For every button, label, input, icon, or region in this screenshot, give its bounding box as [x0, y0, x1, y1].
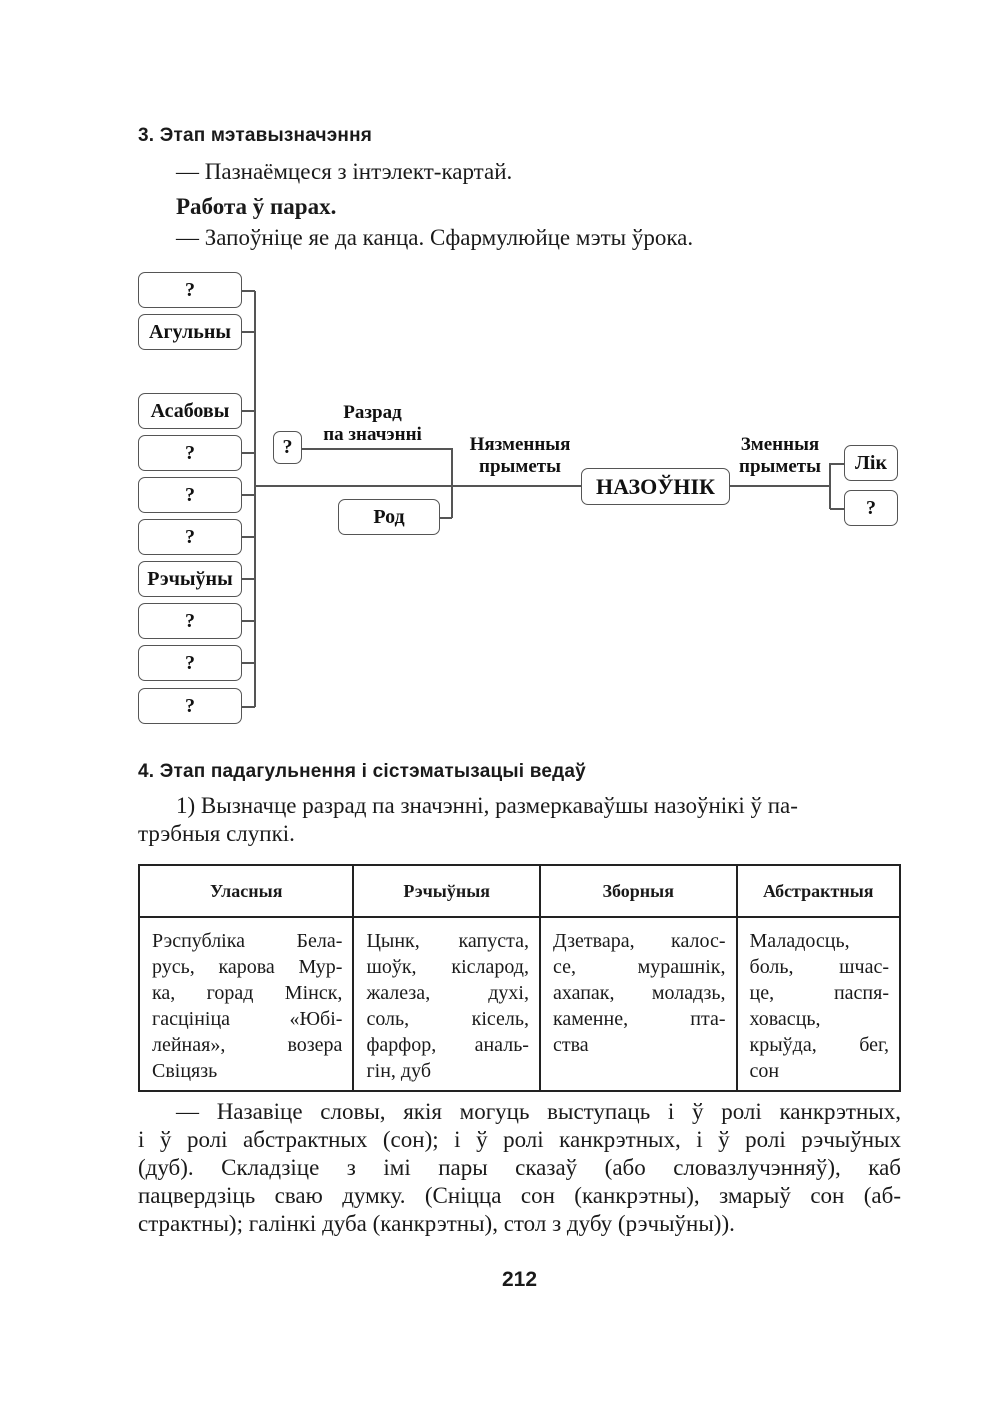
paragraph-line: пацвердзіць сваю думку. (Сніцца сон (канкрэтны), змарыў сон (аб-: [138, 1183, 901, 1208]
connector-line: [242, 410, 255, 412]
connector-line: [254, 291, 256, 707]
table-cell-line: ка, горад Мінск,: [152, 982, 343, 1004]
connector-line: [242, 494, 255, 496]
connector-line: [730, 485, 830, 487]
connector-line: [440, 517, 452, 519]
paragraph-line: страктны); галінкі дуба (канкрэтны), стол з дубу (рэчыўны)).: [138, 1211, 735, 1236]
category-label-line: па значэнні: [323, 424, 422, 445]
table-cell-line: каменне, пта-: [552, 1008, 726, 1030]
table-cell-line: Рэспубліка Бела-: [152, 930, 343, 952]
table-cell: [139, 917, 353, 1091]
table-cell-line: фарфор, аналь-: [366, 1034, 529, 1056]
connector-line: [242, 452, 255, 454]
connector-line: [242, 536, 255, 538]
table-cell-line: крыўда, бег,: [749, 1034, 889, 1056]
section-3-heading: 3. Этап мэтавызначэння: [138, 125, 373, 146]
connector-line: [242, 620, 255, 622]
meaning-node[interactable]: ?: [138, 645, 242, 681]
table-cell: [540, 917, 737, 1091]
category-node[interactable]: ?: [273, 431, 302, 464]
connector-line: [451, 448, 453, 518]
connector-line: [830, 508, 844, 510]
table-cell-line: жалеза, духі,: [366, 982, 529, 1004]
table-cell-line: се, мурашнік,: [552, 956, 726, 978]
fixed-features-label-line: прыметы: [479, 456, 561, 477]
task-line: — Запоўніце яе да канца. Сфармулюйце мэты ўрока.: [176, 225, 694, 250]
meaning-node[interactable]: ?: [138, 477, 242, 513]
table-cell-line: ахапак, моладзь,: [552, 982, 726, 1004]
variable-features-label-line: прыметы: [739, 456, 821, 477]
fixed-features-label-line: Нязменныя: [469, 434, 571, 455]
variable-feature-node[interactable]: ?: [844, 490, 898, 526]
column-header: Зборныя: [540, 865, 737, 917]
table-cell-line: ховасць,: [749, 1008, 821, 1030]
table-cell-line: гасцініца «Юбі-: [152, 1008, 343, 1030]
column-header: Рэчыўныя: [353, 865, 540, 917]
table-cell: [737, 917, 900, 1091]
center-node[interactable]: НАЗОЎНІК: [581, 468, 730, 505]
paragraph-line: — Назавіце словы, якія могуць выступаць і ў ролі канкрэтных,: [176, 1099, 901, 1124]
table-cell-line: ства: [552, 1034, 589, 1056]
table-cell-line: Свіцязь: [152, 1060, 218, 1082]
table-cell-line: шоўк, кісларод,: [366, 956, 529, 978]
table-cell-line: соль, кісель,: [366, 1008, 529, 1030]
table-row: [139, 917, 900, 1091]
pair-work-title: Работа ў парах.: [176, 194, 337, 219]
table-cell-line: це, паспя-: [749, 982, 889, 1004]
variable-features-label: [725, 434, 835, 478]
table-cell-line: сон: [749, 1060, 780, 1082]
paragraph-line: і ў ролі абстрактных (сон); і ў ролі канкрэтных, і ў ролі рэчыўных: [138, 1127, 901, 1152]
meaning-node[interactable]: ?: [138, 603, 242, 639]
category-label-line: Разрад: [343, 402, 402, 423]
paragraph-line: (дуб). Складзіце з імі пары сказаў (або словазлучэнняў), каб: [138, 1155, 901, 1180]
task-instruction-line2: трэбныя слупкі.: [138, 821, 295, 846]
connector-line: [302, 448, 452, 450]
meaning-node[interactable]: ?: [138, 272, 242, 308]
meaning-node-common[interactable]: Агульны: [138, 314, 242, 350]
column-header: Уласныя: [139, 865, 353, 917]
gender-node[interactable]: Род: [338, 499, 440, 535]
column-header: Абстрактныя: [737, 865, 900, 917]
section-4-heading: 4. Этап падагульнення і сістэматызацыі ведаў: [138, 761, 586, 782]
table-cell-line: Маладосць,: [749, 930, 850, 952]
connector-line: [242, 662, 255, 664]
connector-line: [242, 706, 255, 708]
table-cell-line: лейная», возера: [152, 1034, 343, 1056]
connector-line: [242, 290, 255, 292]
table-cell-line: Цынк, капуста,: [366, 930, 529, 952]
table-cell-line: русь, карова Мур-: [152, 956, 343, 978]
meaning-node-material[interactable]: Рэчыўны: [138, 561, 242, 597]
number-node[interactable]: Лік: [844, 445, 898, 481]
connector-line: [242, 331, 255, 333]
meaning-node[interactable]: ?: [138, 688, 242, 724]
table-cell: [353, 917, 540, 1091]
meaning-node-personal[interactable]: Асабовы: [138, 393, 242, 429]
variable-features-label-line: Зменныя: [740, 434, 820, 455]
fixed-features-label: [455, 434, 585, 478]
table-cell-line: боль, шчас-: [749, 956, 889, 978]
category-label: [305, 402, 440, 446]
task-instruction-line1: 1) Вызначце разрад па значэнні, размеркаваўшы назоўнікі ў па-: [176, 793, 798, 818]
table-header-row: [139, 865, 900, 917]
connector-line: [242, 578, 255, 580]
connector-line: [255, 485, 582, 487]
page-number: 212: [501, 1268, 538, 1291]
closing-paragraph: [138, 1098, 901, 1238]
table-cell-line: Дзетвара, калос-: [552, 930, 726, 952]
intro-line: — Пазнаёмцеся з інтэлект-картай.: [176, 159, 513, 184]
meaning-node[interactable]: ?: [138, 519, 242, 555]
noun-classification-table: [138, 864, 901, 1092]
table-cell-line: гін, дуб: [366, 1060, 431, 1082]
meaning-node[interactable]: ?: [138, 435, 242, 471]
